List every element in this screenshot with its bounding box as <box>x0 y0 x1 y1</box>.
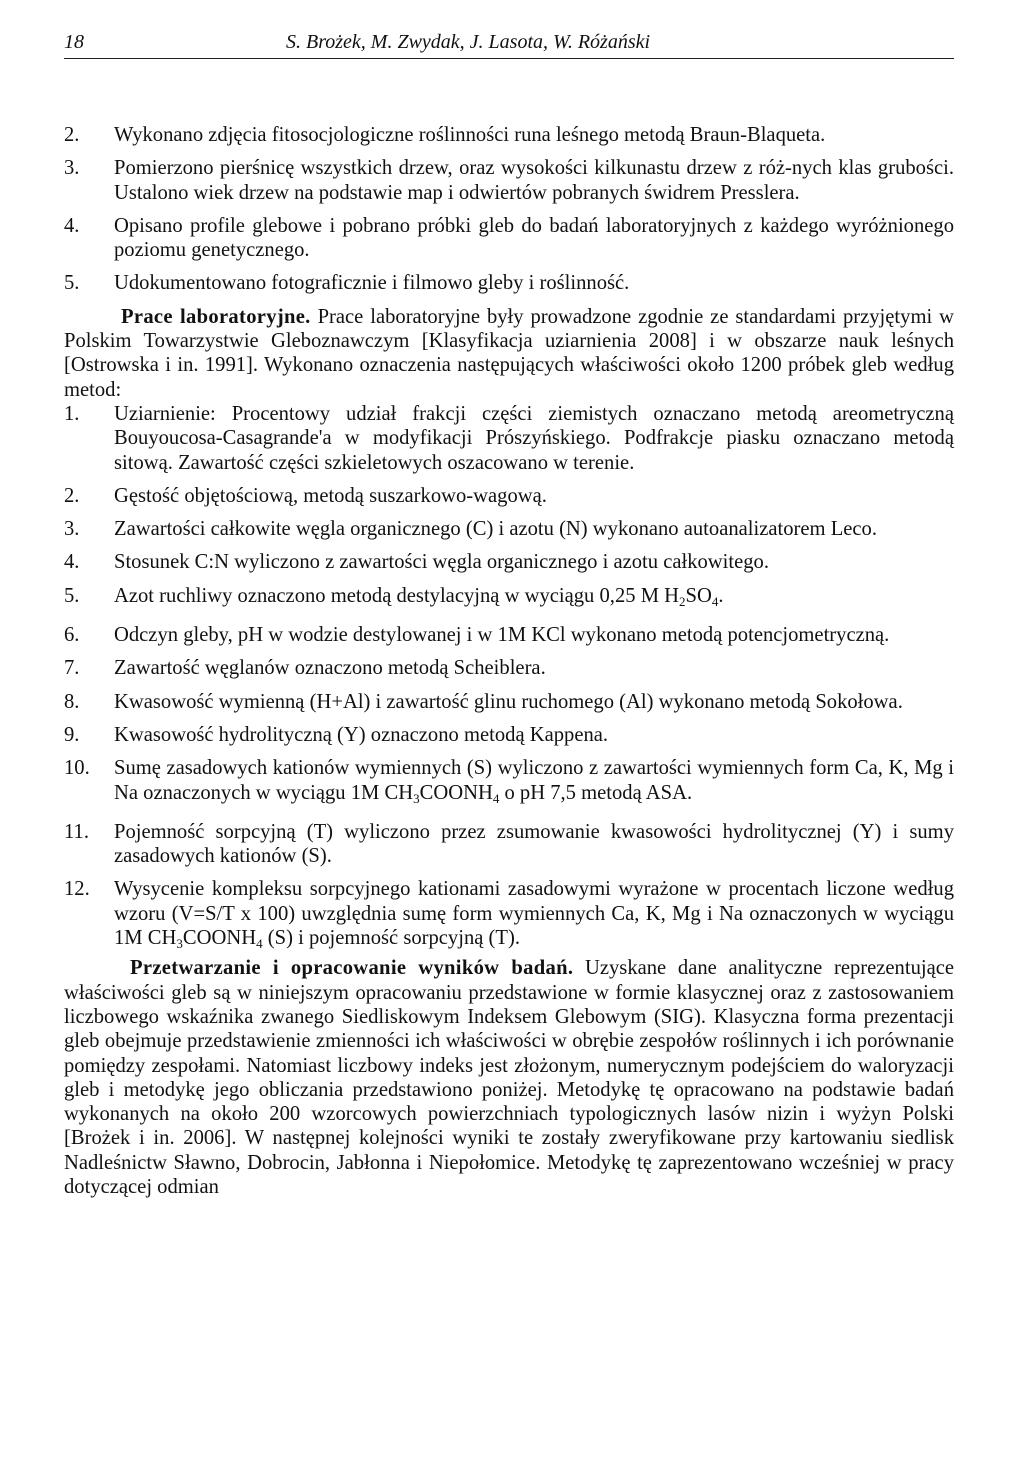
list-item <box>64 214 954 263</box>
formula-text: o pH 7,5 metodą ASA. <box>499 781 693 804</box>
lab-methods-list <box>64 402 954 956</box>
subscript: 3 <box>176 936 183 952</box>
list-item <box>64 550 954 574</box>
field-work-list <box>64 123 954 296</box>
list-item <box>64 271 954 295</box>
formula-text: COONH <box>419 781 493 804</box>
running-head-authors: S. Brożek, M. Zwydak, J. Lasota, W. Różański <box>286 31 651 53</box>
formula-text: (S) i pojemność sorpcyjną (T). <box>262 927 520 950</box>
list-item <box>64 756 954 811</box>
formula-text: COONH <box>182 927 257 950</box>
list-item-text: Odczyn gleby, pH w wodzie destylowanej i w 1M KCl wykonano metodą potencjometryczną. <box>114 624 890 647</box>
subscript: 4 <box>711 593 719 609</box>
list-item-text: Pomierzono pierśnicę wszystkich drzew, oraz wysokości kilkunastu drzew z róż-nych klas grubości. Ustalono wiek drzew na podstawie map i odwiertów pobranych świdrem Presslera. <box>114 157 954 204</box>
list-item-text: Azot ruchliwy oznaczono metodą destylacyjną w wyciągu 0,25 M H <box>114 584 680 607</box>
list-item-number: 6. <box>64 624 80 647</box>
list-item-number: 3. <box>64 157 80 180</box>
list-item-number: 5. <box>64 272 80 295</box>
list-item <box>64 877 954 956</box>
list-item <box>64 723 954 747</box>
lab-intro: Prace laboratoryjne były prowadzone zgodnie ze standardami przyjętymi w Polskim Towarzystwie Gleboznawczym [Klasyfikacja uziarnienia 2008] i w obszarze nauk leśnych [Ostrowska i in. 1991]. Wykonano oznaczenia następujących właściwości około 1200 próbek gleb według metod: <box>64 305 954 401</box>
list-item-text: Udokumentowano fotograficznie i filmowo gleby i roślinność. <box>114 272 630 295</box>
list-item-number: 4. <box>64 551 80 574</box>
list-item-text: Opisano profile glebowe i pobrano próbki gleb do badań laboratoryjnych z każdego wyróżnionego poziomu genetycznego. <box>114 214 954 262</box>
list-item-text: Wysycenie kompleksu sorpcyjnego kationami zasadowymi wyrażone w procentach liczone według wzoru (V=S/T x 100) uwzględnia sumę form wymiennych Ca, K, Mg i Na oznaczonych w wyciągu 1M CH <box>114 878 954 950</box>
processing-heading: Przetwarzanie i opracowanie wyników badań. <box>130 957 574 980</box>
lab-paragraph <box>64 305 954 402</box>
document-page <box>64 28 954 1199</box>
list-item-number: 7. <box>64 657 80 680</box>
list-item-number: 8. <box>64 690 80 713</box>
list-item-text: Zawartość węglanów oznaczono metodą Scheiblera. <box>114 657 546 680</box>
list-item-number: 1. <box>64 402 80 425</box>
processing-text: Uzyskane dane analityczne reprezentujące właściwości gleb są w niniejszym opracowaniu przedstawione w formie klasycznej oraz z zastosowaniem liczbowego wskaźnika zwanego Siedliskowym Indeksem Glebowym (SIG). Klasyczna forma prezentacji gleb obejmuje przedstawienie zmienności ich właściwości w obrębie zespołów roślinnych i ich porównanie pomiędzy zespołami. Natomiast liczbowy indeks jest złożonym, numerycznym podejściem do waloryzacji gleb i metodykę jego obliczania przedstawiono poniżej. Metodykę tę opracowano na podstawie badań wykonanych na około 200 wzorcowych powierzchniach typologicznych lasów nizin i wyżyn Polski [Brożek i in. 2006]. W następnej kolejności wyniki te zostały zweryfikowane przy kartowaniu siedlisk Nadleśnictw Sławno, Dobrocin, Jabłonna i Niepołomice. Metodykę tę zaprezentowano wcześniej w pracy dotyczącej odmian <box>64 957 955 1198</box>
list-item <box>64 123 954 147</box>
list-item-text: Stosunek C:N wyliczono z zawartości węgla organicznego i azotu całkowitego. <box>114 551 769 574</box>
page-number: 18 <box>64 31 84 53</box>
list-item <box>64 656 954 680</box>
list-item-text: Gęstość objętościową, metodą suszarkowo-wagową. <box>114 484 547 507</box>
list-item-number: 3. <box>64 518 80 541</box>
lab-heading: Prace laboratoryjne. <box>121 305 311 328</box>
list-item-number: 12. <box>64 878 90 901</box>
subscript: 4 <box>492 790 500 806</box>
list-item <box>64 623 954 647</box>
list-item-number: 4. <box>64 214 80 237</box>
list-item <box>64 484 954 508</box>
list-item <box>64 690 954 714</box>
list-item <box>64 517 954 541</box>
list-item-text: Uziarnienie: Procentowy udział frakcji części ziemistych oznaczano metodą areometryczną Bouyoucosa-Casagrande'a w modyfikacji Prószyńskiego. Podfrakcje piasku oznaczano metodą sitową. Zawartość części szkieletowych oszacowano w terenie. <box>114 402 954 474</box>
list-item-number: 5. <box>64 584 80 607</box>
formula-text: SO <box>685 584 712 607</box>
list-item-text: Kwasowość hydrolityczną (Y) oznaczono metodą Kappena. <box>114 723 609 746</box>
subscript: 2 <box>679 593 686 609</box>
running-header <box>64 28 954 59</box>
list-item-number: 10. <box>64 757 90 780</box>
list-item-number: 2. <box>64 124 80 146</box>
subscript: 4 <box>256 936 263 952</box>
list-item-number: 11. <box>64 820 89 843</box>
list-item-number: 2. <box>64 484 80 507</box>
list-item-text: Wykonano zdjęcia fitosocjologiczne roślinności runa leśnego metodą Braun-Blaqueta. <box>114 124 826 146</box>
list-item-text: Pojemność sorpcyjną (T) wyliczono przez zsumowanie kwasowości hydrolitycznej (Y) i sumy zasadowych kationów (S). <box>114 820 954 868</box>
list-item-number: 9. <box>64 723 80 746</box>
list-item-text: Sumę zasadowych kationów wymiennych (S) wyliczono z zawartości wymiennych form Ca, K, Mg i Na oznaczonych w wyciągu 1M CH <box>114 757 954 804</box>
list-item <box>64 820 954 869</box>
subscript: 3 <box>413 790 420 806</box>
list-item-text: Kwasowość wymienną (H+Al) i zawartość glinu ruchomego (Al) wykonano metodą Sokołowa. <box>114 690 903 713</box>
list-item <box>64 584 954 614</box>
formula-text: . <box>718 584 724 607</box>
list-item <box>64 402 954 475</box>
list-item-text: Zawartości całkowite węgla organicznego (C) i azotu (N) wykonano autoanalizatorem Leco. <box>114 518 877 541</box>
list-item <box>64 156 954 205</box>
processing-paragraph <box>64 956 954 1199</box>
